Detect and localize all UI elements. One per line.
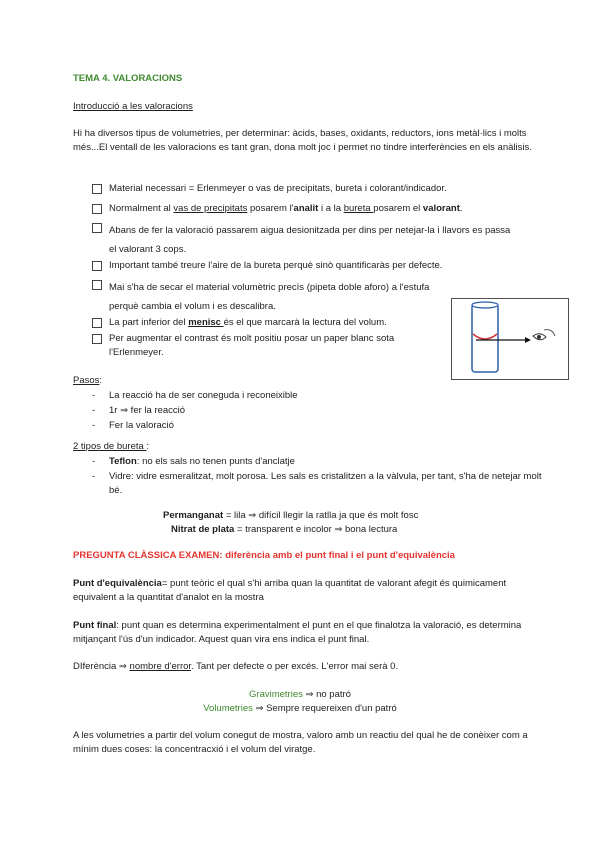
- end-point-definition: Punt final: punt quan es determina experimentalment el punt en el que finalotza la valoració, es determina mitjançant l'ús d'un indicador. Aquest quan vira ens indica el punt final.: [73, 620, 522, 645]
- intro-heading: Introducció a les valoracions: [73, 101, 193, 112]
- nitrat-plata-note: Nitrat de plata = transparent e incolor ⇒ bona lectura: [171, 524, 398, 535]
- checkbox-icon[interactable]: [92, 184, 102, 194]
- bureta-heading: 2 tipos de bureta :: [73, 441, 150, 452]
- checkbox-icon[interactable]: [92, 223, 102, 233]
- permanganat-note: Permanganat = lila ⇒ difícil llegir la ratlla ja que és molt fosc: [163, 510, 419, 521]
- volumetries-line: Volumetries ⇒ Sempre requereixen d'un patró: [203, 703, 397, 714]
- checklist-text: Material necessari = Erlenmeyer o vas de precipitats, bureta i colorant/indicador.: [109, 183, 447, 194]
- checkbox-icon[interactable]: [92, 334, 102, 344]
- burette-reading-icon: [451, 298, 569, 380]
- equivalence-point-definition: Punt d'equivalència= punt teòric el qual s'hi arriba quan la quantitat de valorant afegit és quimicament equivalent a la quantitat d'analot en la mostra: [73, 578, 507, 603]
- difference-line: DIferència ⇒ nombre d'error. Tant per defecte o per excés. L'error mai serà 0.: [73, 661, 399, 672]
- document-page: TEMA 4. VALORACIONS Introducció a les valoracions Hi ha diversos tipus de volumetries, per determinar: àcids, bases, oxidants, reductors, ions metàl·lics i molts més...El ventall de les valoracions es tant gran, dona molt joc i permet no tindre interferències en els anàlisis. Material necessari = Erlenmeyer o vas de precipitats, bureta i colorant/indicador. Normalment al vas de precipitats posarem l'analit i a la bureta posarem el valorant. Abans de fer la valoració passarem aigua desionitzada per dins per netejar-la i llavors es passa el valorant 3 cops. Important també treure l'aire de la bureta perquè sinò quantificaràs per defecte. Mai s'ha de secar el material volumètric precís (pipeta doble aforo) a l'estufa perquè cambia el volum i es descalibra. La part inferior del menisc és el que marcarà la lectura del volum. Per augmentar el contrast és molt positiu posar un paper blanc sota l'Erlenmeyer. Pasos: - La reacció ha de ser coneguda i reconeixible - 1r ⇒ fer la reacció - Fer la valoració 2 tipos de bureta : - Teflon: no els sals no tenen punts d'anclatje - Vidre: vidre esmeralitzat, molt porosa. Les sals es cristalitzen a la vàlvula, per tant, s'ha de netejar molt bé. Permanganat = lila ⇒ difícil llegir la ratlla ja que és molt fosc Nitrat de plata = transparent e incolor ⇒ bona lectura PREGUNTA CLÀSSICA EXAMEN: diferència amb el punt final i el punt d'equivalència Punt d'equivalència= punt teòric el qual s'hi arriba quan la quantitat de valorant afegit és quimicament equivalent a la quantitat d'analot en la mostra Punt final: punt quan es determina experimentalment el punt en el que finalotza la valoració, es determina mitjançant l'ús d'un indicador. Aquest quan vira ens indica el punt final. DIferència ⇒ nombre d'error. Tant per defecte o per excés. L'error mai serà 0. Gravimetries ⇒ no patró Volumetries ⇒ Sempre requereixen d'un patró A les volumetries a partir del volum conegut de mostra, valoro amb un reactiu del qual he de conèixer com a mínim dues coses: la concentracxió i el volum del viratge.: [0, 0, 600, 848]
- checklist-text: Normalment al vas de precipitats posarem l'analit i a la bureta posarem el valorant.: [109, 203, 463, 214]
- document-title: TEMA 4. VALORACIONS: [73, 73, 183, 84]
- checklist-text: La part inferior del menisc és el que marcarà la lectura del volum.: [109, 317, 387, 328]
- checkbox-icon[interactable]: [92, 318, 102, 328]
- closing-paragraph: A les volumetries a partir del volum conegut de mostra, valoro amb un reactiu del qual he de conèixer com a mínim dues coses: la concentracxió i el volum del viratge.: [73, 730, 528, 755]
- checklist-text: Mai s'ha de secar el material volumètric precís (pipeta doble aforo) a l'estufa perquè cambia el volum i es descalibra.: [109, 282, 430, 312]
- checklist-text: Abans de fer la valoració passarem aigua desionitzada per dins per netejar-la i llavors es passa el valorant 3 cops.: [109, 225, 511, 255]
- burette-meniscus-figure: [451, 298, 569, 380]
- intro-paragraph: Hi ha diversos tipus de volumetries, per determinar: àcids, bases, oxidants, reductors, ions metàl·lics i molts més...El ventall de les valoracions es tant gran, dona molt joc i permet no tindre interferències en els anàlisis.: [73, 128, 532, 153]
- exam-question: PREGUNTA CLÀSSICA EXAMEN: diferència amb el punt final i el punt d'equivalència: [73, 550, 455, 561]
- gravimetries-line: Gravimetries ⇒ no patró: [249, 689, 351, 700]
- checklist-text: Per augmentar el contrast és molt positiu posar un paper blanc sota l'Erlenmeyer.: [109, 333, 395, 358]
- checklist-text: Important també treure l'aire de la bureta perquè sinò quantificaràs per defecte.: [109, 260, 443, 271]
- checkbox-icon[interactable]: [92, 261, 102, 271]
- checkbox-icon[interactable]: [92, 280, 102, 290]
- checkbox-icon[interactable]: [92, 204, 102, 214]
- pasos-heading: Pasos:: [73, 375, 103, 386]
